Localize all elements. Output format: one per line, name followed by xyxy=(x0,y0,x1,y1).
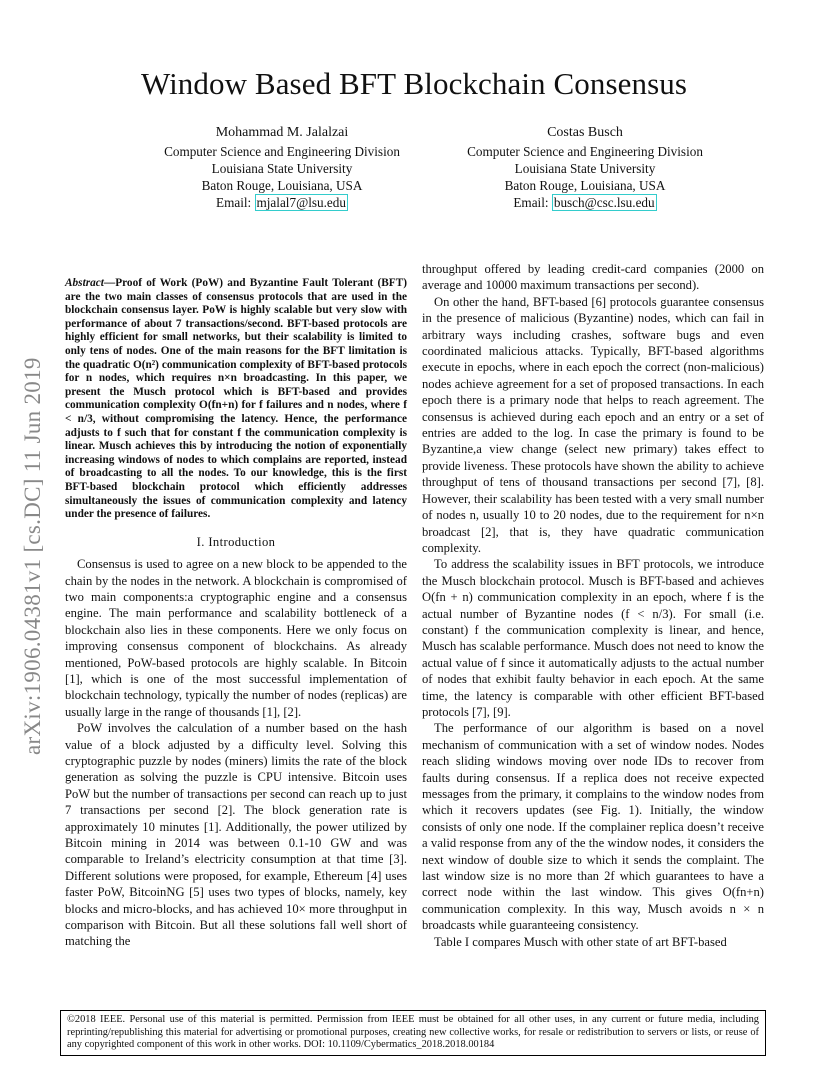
author-email xyxy=(420,194,750,211)
author-university: Louisiana State University xyxy=(514,161,656,176)
paragraph: throughput offered by leading credit-card companies (2000 on average and 10000 maximum transactions per second). xyxy=(422,262,764,293)
arxiv-stamp: arXiv:1906.04381v1 [cs.DC] 11 Jun 2019 xyxy=(20,357,45,755)
paragraph: PoW involves the calculation of a number based on the hash value of a block adjusted by a difficulty level. Solving this cryptographic puzzle by nodes (miners) limits the rate of the block generation as solving the puzzle is CPU intensive. Bitcoin uses PoW but the number of transactions per second can reach up to just 7 transactions per second [2]. The block generation rate is approximately 10 minutes [1]. Additionally, the power utilized by Bitcoin mining in 2014 was between 0.1-10 GW and was comparable to Ireland’s electricity consumption at that time [3]. Different solutions were proposed, for example, Ethereum [4] uses faster PoW, BitcoinNG [5] uses two types of blocks, namely, key blocks and micro-blocks, and has achieved 10× more throughput in comparison with Bitcoin. But all these solutions fall well short of matching the xyxy=(65,721,407,949)
email-link[interactable]: busch@csc.lsu.edu xyxy=(553,195,655,210)
author-email xyxy=(117,194,447,211)
author-block-2 xyxy=(420,124,750,211)
author-location: Baton Rouge, Louisiana, USA xyxy=(504,178,666,193)
section-heading: I. Introduction xyxy=(196,534,276,549)
paragraph: Table I compares Musch with other state of art BFT-based xyxy=(434,934,727,949)
paper-title: Window Based BFT Blockchain Consensus xyxy=(140,66,688,101)
author-name: Costas Busch xyxy=(547,125,623,140)
abstract-label: Abstract xyxy=(65,277,104,289)
email-label: Email: xyxy=(216,195,252,210)
right-column xyxy=(422,261,764,950)
abstract-text: —Proof of Work (PoW) and Byzantine Fault Tolerant (BFT) are the two main classes of consensus protocols that are used in the blockchain consensus layer. PoW is highly scalable but very slow with performance of about 7 transactions/second. BFT-based protocols are highly efficient for small networks, but their scalability is limited to only tens of nodes. One of the main reasons for the BFT limitation is the quadratic O(n²) communication complexity of BFT-based protocols for n nodes, which requires n×n broadcasting. In this paper, we present the Musch protocol which is BFT-based and provides communication complexity O(fn+n) for f failures and n nodes, where f < n/3, without compromising the latency. Hence, the performance adjusts to f such that for constant f the communication complexity is linear. Musch achieves this by introducing the notion of exponentially increasing windows of nodes to which complains are reported, instead of broadcasting to all the nodes. To our knowledge, this is the first BFT-based blockchain protocol which efficiently addresses simultaneously the issues of communication complexity and latency under the presence of failures. xyxy=(65,277,407,521)
author-affiliation: Computer Science and Engineering Division xyxy=(164,144,400,159)
author-location: Baton Rouge, Louisiana, USA xyxy=(201,178,363,193)
left-column xyxy=(65,277,407,950)
paragraph: To address the scalability issues in BFT protocols, we introduce the Musch blockchain protocol. Musch is BFT-based and achieves O(fn + n) communication complexity in an epoch, where f is the actual number of Byzantine nodes (f < n/3). For small (i.e. constant) f the communication complexity is linear, and hence, Musch has scalable performance. Musch does not need to know the actual value of f since it automatically adjusts to the actual number of nodes that exhibit faulty behavior in each epoch. At the same time, the latency is comparable with other efficient BFT-based protocols [7], [9]. xyxy=(422,557,764,719)
abstract xyxy=(65,277,407,522)
author-name: Mohammad M. Jalalzai xyxy=(215,125,349,140)
paragraph: Consensus is used to agree on a new block to be appended to the chain by the nodes in the network. A blockchain is compromised of two main components:a cryptographic engine and a consensus engine. The main performance and scalability bottleneck of a blockchain also lies in these components. Here we only focus on improving consensus component of blockchains. As already mentioned, PoW-based protocols are highly scalable. In Bitcoin [1], which is one of the most successful implementation of blockchain technology, typically the number of nodes (replicas) are usually large in the range of thousands [1], [2]. xyxy=(65,557,407,719)
author-block-1 xyxy=(117,124,447,211)
paragraph: The performance of our algorithm is based on a novel mechanism of communication with a set of window nodes. Nodes reach sliding windows moving over node IDs to recover from faults during consensus. If a replica does not receive expected messages from the primary, it complains to the window nodes from which it recovers updates (see Fig. 1). Initially, the window consists of only one node. If the complainer replica doesn’t receive a valid response from any of the the window nodes, it considers the next window of double size to which it sends the complaint. The last window size is no more than 2f which guarantees to have a correct node within the last window. This gives O(fn+n) communication complexity. In this way, Musch avoids n × n broadcasts while guaranteeing consistency. xyxy=(422,721,764,933)
copyright-footer: ©2018 IEEE. Personal use of this material is permitted. Permission from IEEE must be obtained for all other uses, in any current or future media, including reprinting/republishing this material for advertising or promotional purposes, creating new collective works, for resale or redistribution to servers or lists, or reuse of any copyrighted component of this work in other works. DOI: 10.1109/Cybermatics_2018.2018.00184 xyxy=(60,1010,766,1056)
email-label: Email: xyxy=(513,195,549,210)
email-link[interactable]: mjalal7@lsu.edu xyxy=(256,195,346,210)
paragraph: On other the hand, BFT-based [6] protocols guarantee consensus in the presence of malicious (Byzantine) nodes, which can fail in arbitrary ways including crashes, software bugs and even coordinated malicious attacks. Typically, BFT-based algorithms execute in epochs, where in each epoch the correct (non-malicious) nodes achieve agreement for a set of proposed transactions. In each epoch there is a primary node that helps to reach agreement. The consensus is achieved during each epoch and an entry or a set of entries are added to the log. In case the primary is found to be Byzantine,a view change (select new primary) takes effect to provide liveness. These protocols have shown the ability to achieve throughput of tens of thousand transactions per second [7], [8]. However, their scalability has been tested with a very small number of nodes n, usually 10 to 20 nodes, due to the requirement for n×n broadcast [2], that is, they have quadratic communication complexity. xyxy=(422,294,764,555)
author-university: Louisiana State University xyxy=(211,161,353,176)
author-affiliation: Computer Science and Engineering Division xyxy=(467,144,703,159)
